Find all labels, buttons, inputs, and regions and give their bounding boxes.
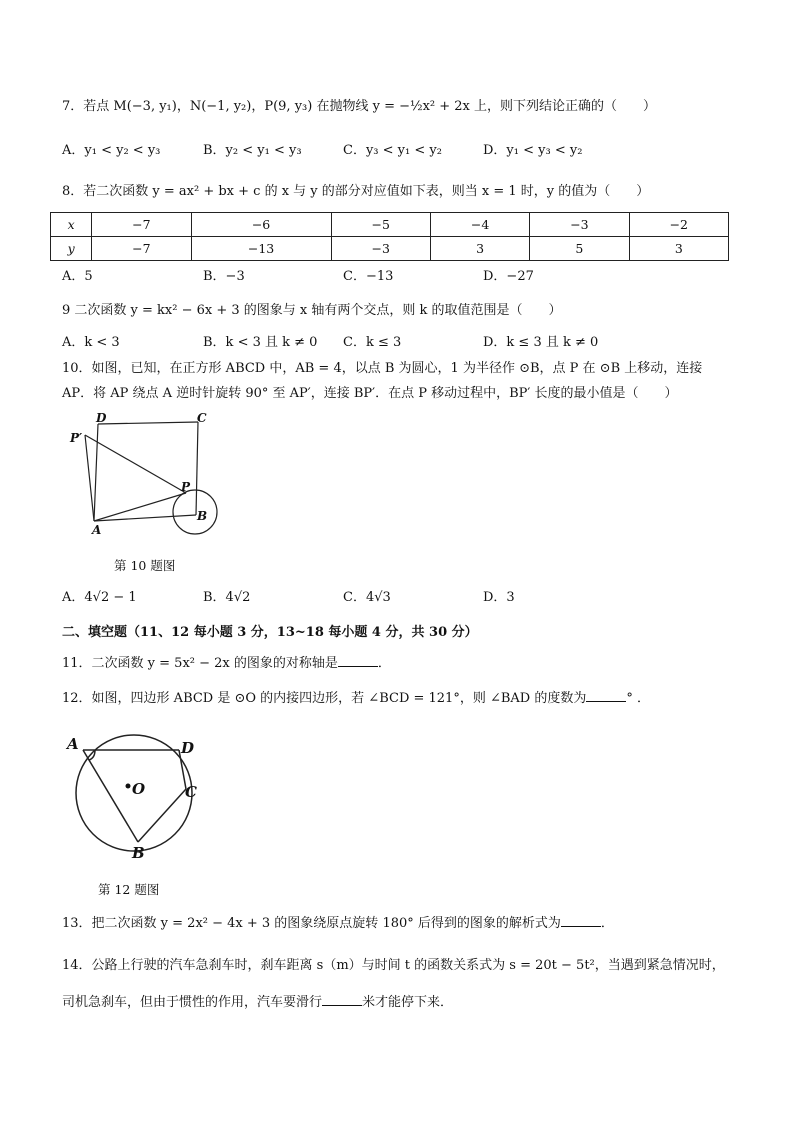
q14-tail: 米才能停下来． [362,995,454,1010]
table-cell: −7 [92,213,191,237]
q8-option-a: A．5 [62,269,93,284]
q11-answer-blank[interactable] [338,653,378,667]
table-cell: 5 [530,237,629,261]
table-cell: 3 [430,237,529,261]
q14-line2 [62,992,453,1012]
center-dot [126,784,131,789]
q12-tail: ° ． [626,691,650,706]
q12-answer-blank[interactable] [586,688,626,702]
table-cell: −5 [331,213,430,237]
segment-pprime-p [85,435,186,493]
q13-line [62,913,614,933]
q7-option-d: D．y₁ < y₃ < y₂ [483,143,583,158]
q9-option-a: A．k < 3 [62,335,120,350]
chord-ab [83,750,138,842]
q10-figure-caption: 第 10 题图 [114,558,176,573]
label-c: C [185,783,197,801]
label-d: D [181,739,195,757]
table-cell: −4 [430,213,529,237]
label-p: P [181,480,191,494]
table-cell: −2 [629,213,728,237]
table-cell: x [51,213,92,237]
segment-ap-prime [85,435,94,521]
q8-option-b: B．−3 [203,269,245,284]
q8-stem: 8．若二次函数 y = ax² + bx + c 的 x 与 y 的部分对应值如下表，则当 x = 1 时，y 的值为（ ） [62,184,650,199]
table-row [51,213,729,237]
side-cb [196,422,198,515]
q10-option-a: A．4√2 − 1 [62,590,137,605]
side-da [94,424,98,521]
q13-answer-blank[interactable] [561,913,601,927]
q8-option-c: C．−13 [343,269,394,284]
circle-b [173,490,217,534]
q9-option-d: D．k ≤ 3 且 k ≠ 0 [483,335,599,350]
q11-text: 11．二次函数 y = 5x² − 2x 的图象的对称轴是 [62,656,338,671]
table-cell: y [51,237,92,261]
table-row [51,237,729,261]
q8-option-d: D．−27 [483,269,534,284]
q7-stem: 7．若点 M(−3, y₁)，N(−1, y₂)，P(9, y₃) 在抛物线 y = −½x² + 2x 上，则下列结论正确的（ ） [62,99,657,114]
q7-option-c: C．y₃ < y₁ < y₂ [343,143,442,158]
table-cell: −7 [92,237,191,261]
q12-figure [62,730,212,865]
label-d: D [96,411,107,425]
q12-line [62,688,650,708]
q7-option-b: B．y₂ < y₁ < y₃ [203,143,302,158]
q10-figure [60,405,230,545]
label-p-prime: P′ [70,431,83,445]
q12-text: 12．如图，四边形 ABCD 是 ⊙O 的内接四边形，若 ∠BCD = 121°，则 ∠BAD 的度数为 [62,691,587,706]
q11-tail: ． [377,656,391,671]
q14-line1: 14．公路上行驶的汽车急刹车时，刹车距离 s（m）与时间 t 的函数关系式为 s = 20t − 5t²，当遇到紧急情况时， [62,958,725,973]
q8-value-table [50,212,729,261]
q9-stem: 9 二次函数 y = kx² − 6x + 3 的图象与 x 轴有两个交点，则 k 的取值范围是（ ） [62,303,562,318]
label-a: A [67,735,79,753]
q9-option-c: C．k ≤ 3 [343,335,402,350]
table-cell: 3 [629,237,728,261]
table-cell: −13 [191,237,331,261]
label-b: B [197,509,208,523]
q14-answer-blank[interactable] [322,992,362,1006]
table-cell: −3 [530,213,629,237]
chord-cb [138,789,186,842]
q11-line [62,653,391,673]
label-c: C [197,411,207,425]
label-b: B [132,844,145,862]
q13-tail: ． [600,916,614,931]
section-2-heading: 二、填空题（11、12 每小题 3 分，13~18 每小题 4 分，共 30 分） [62,625,478,640]
label-a: A [92,523,102,537]
table-cell: −6 [191,213,331,237]
q10-option-b: B．4√2 [203,590,251,605]
q14-text: 司机急刹车，但由于惯性的作用，汽车要滑行 [62,995,323,1010]
table-cell: −3 [331,237,430,261]
q10-option-d: D．3 [483,590,515,605]
q12-figure-caption: 第 12 题图 [98,882,160,897]
q10-stem-line2: AP．将 AP 绕点 A 逆时针旋转 90° 至 AP′，连接 BP′．在点 P 移动过程中，BP′ 长度的最小值是（ ） [62,386,678,401]
q7-option-a: A．y₁ < y₂ < y₃ [62,143,161,158]
q10-stem-line1: 10．如图，已知，在正方形 ABCD 中，AB = 4，以点 B 为圆心，1 为半径作 ⊙B，点 P 在 ⊙B 上移动，连接 [62,361,703,376]
q10-option-c: C．4√3 [343,590,391,605]
q9-option-b: B．k < 3 且 k ≠ 0 [203,335,318,350]
side-dc [98,422,198,424]
q13-text: 13．把二次函数 y = 2x² − 4x + 3 的图象绕原点旋转 180° 后得到的图象的解析式为 [62,916,561,931]
label-o: O [132,780,146,798]
